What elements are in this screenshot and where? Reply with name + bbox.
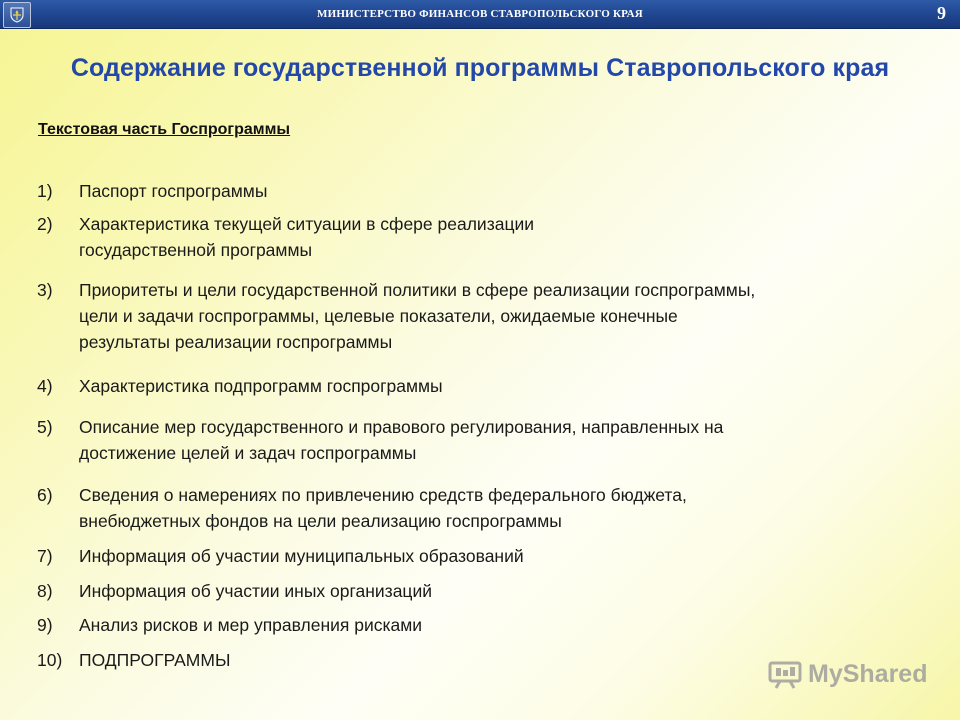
slide-title: Содержание государственной программы Ставропольского края — [70, 54, 890, 82]
presentation-board-icon — [768, 659, 802, 689]
item-number: 10) — [37, 650, 63, 670]
list-item — [37, 373, 917, 399]
item-number: 2) — [37, 214, 53, 234]
item-number: 1) — [37, 181, 53, 201]
item-text-continued: цели и задачи госпрограммы, целевые показатели, ожидаемые конечные — [79, 306, 678, 326]
ministry-name: МИНИСТЕРСТВО ФИНАНСОВ СТАВРОПОЛЬСКОГО КРАЯ — [317, 8, 643, 20]
item-text: Информация об участии муниципальных образований — [79, 546, 524, 566]
list-item — [37, 578, 917, 604]
list-item — [37, 414, 917, 466]
item-number: 7) — [37, 546, 53, 566]
item-text-continued: внебюджетных фондов на цели реализацию госпрограммы — [79, 511, 562, 531]
item-text-continued: государственной программы — [79, 240, 313, 260]
item-text: Характеристика подпрограмм госпрограммы — [79, 376, 443, 396]
item-text: Анализ рисков и мер управления рисками — [79, 615, 423, 635]
watermark-text: MyShared — [808, 659, 928, 688]
section-subtitle: Текстовая часть Госпрограммы — [38, 121, 291, 138]
item-text-continued: достижение целей и задач госпрограммы — [79, 443, 417, 463]
list-item — [37, 211, 917, 263]
item-text: Паспорт госпрограммы — [79, 181, 268, 201]
list-item — [37, 482, 917, 534]
list-item — [37, 277, 917, 355]
list-item — [37, 178, 917, 204]
item-text: Описание мер государственного и правового регулирования, направленных на — [79, 417, 724, 437]
item-number: 9) — [37, 615, 53, 635]
item-number: 5) — [37, 417, 53, 437]
header-bar — [0, 0, 960, 29]
item-text: Сведения о намерениях по привлечению средств федерального бюджета, — [79, 485, 687, 505]
item-number: 6) — [37, 485, 53, 505]
item-text: ПОДПРОГРАММЫ — [79, 650, 231, 670]
item-text: Информация об участии иных организаций — [79, 581, 432, 601]
item-text: Характеристика текущей ситуации в сфере реализации — [79, 214, 535, 234]
item-number: 3) — [37, 280, 53, 300]
item-number: 4) — [37, 376, 53, 396]
watermark — [768, 656, 927, 692]
item-text: Приоритеты и цели государственной политики в сфере реализации госпрограммы, — [79, 280, 756, 300]
item-text-continued: результаты реализации госпрограммы — [79, 332, 393, 352]
list-item — [37, 543, 917, 569]
item-number: 8) — [37, 581, 53, 601]
list-item — [37, 612, 917, 638]
page-number: 9 — [937, 3, 946, 23]
